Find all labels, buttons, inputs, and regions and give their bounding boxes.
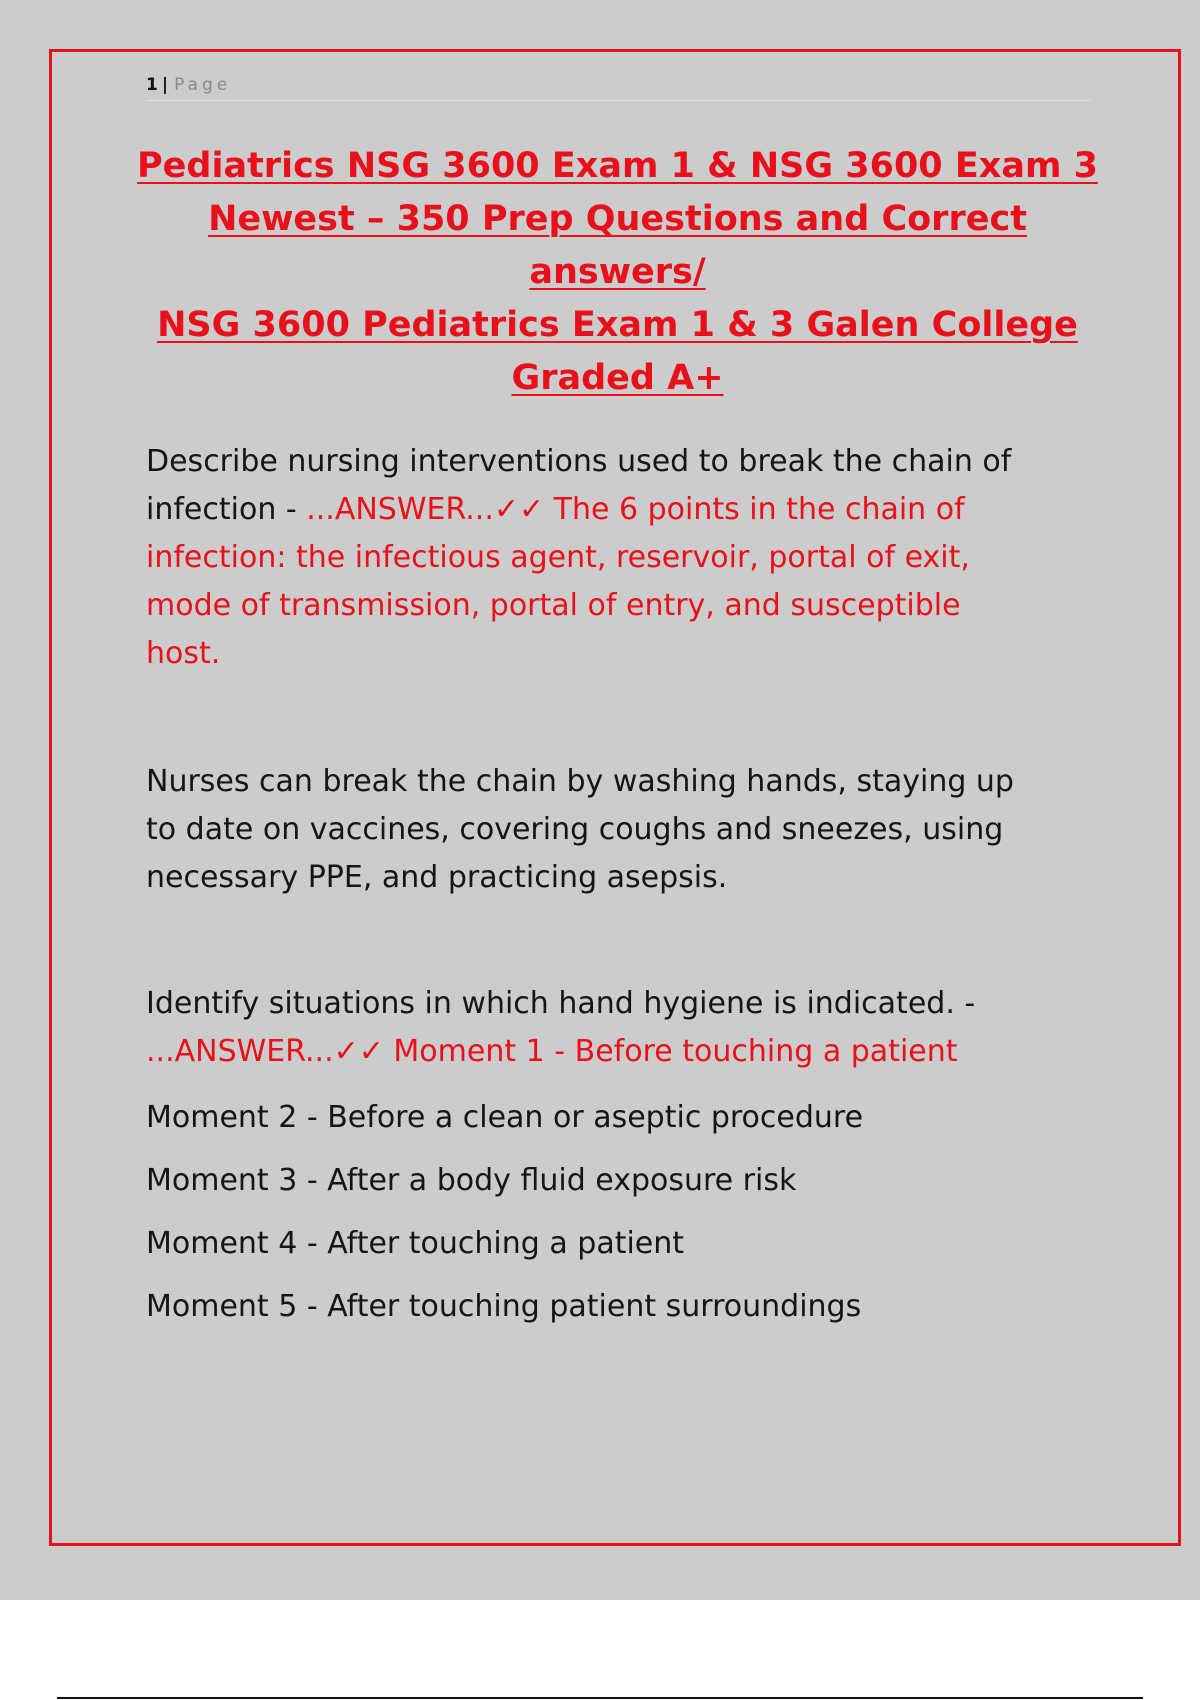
page-header [146,72,1091,101]
moment-item: Moment 4 - After touching a patient [146,1226,685,1261]
page-label: Page [174,75,232,95]
page-number: 1 [146,75,158,95]
paragraph-line: necessary PPE, and practicing asepsis. [146,860,728,895]
moment-item: Moment 3 - After a body fluid exposure risk [146,1163,797,1198]
answer-text: mode of transmission, portal of entry, and susceptible [146,588,961,623]
answer-text: ...ANSWER...✓✓ Moment 1 - Before touching a patient [146,1034,958,1069]
question-2 [146,980,1106,1076]
bottom-divider [57,1697,1143,1699]
moment-item: Moment 5 - After touching patient surroundings [146,1289,862,1324]
moment-item: Moment 2 - Before a clean or aseptic procedure [146,1100,864,1135]
paragraph-line: Nurses can break the chain by washing hands, staying up [146,764,1014,799]
title-line: NSG 3600 Pediatrics Exam 1 & 3 Galen College [157,305,1078,345]
title-line: Newest – 350 Prep Questions and Correct answers/ [208,199,1027,292]
page-separator: | [161,75,169,95]
paragraph-line: to date on vaccines, covering coughs and sneezes, using [146,812,1004,847]
title-line: Graded A+ [511,358,724,398]
title-line: Pediatrics NSG 3600 Exam 1 & NSG 3600 Exam 3 [137,146,1098,186]
question-1 [146,438,1106,678]
answer-text: infection: the infectious agent, reservoir, portal of exit, [146,540,970,575]
document-title [120,140,1115,405]
question-answer-line [146,486,1106,534]
answer-text: host. [146,636,221,671]
answer-text: ...ANSWER...✓✓ The 6 points in the chain of [306,492,965,527]
question-text: Describe nursing interventions used to break the chain of [146,444,1012,479]
question-text: infection - [146,492,307,527]
question-text: Identify situations in which hand hygiene is indicated. - [146,986,976,1021]
paragraph-nurses [146,758,1106,902]
moments-list [146,1094,863,1346]
